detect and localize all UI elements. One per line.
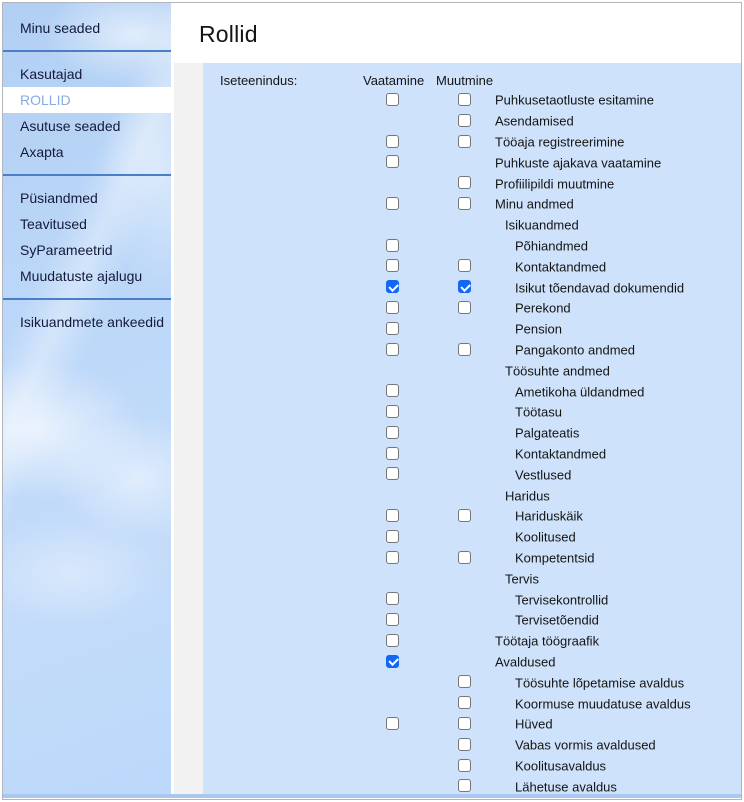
sidebar-item-syparameetrid[interactable]: SyParameetrid <box>20 242 113 258</box>
sidebar-item-axapta[interactable]: Axapta <box>20 144 64 160</box>
permission-label: Töösuhte lõpetamise avaldus <box>515 675 685 691</box>
section-label: Tervis <box>505 571 539 587</box>
permission-row <box>203 756 741 777</box>
permission-row <box>203 672 741 693</box>
permission-label: Ametikoha üldandmed <box>515 384 645 400</box>
sidebar-item-rollid[interactable]: ROLLID <box>3 87 171 113</box>
permission-label: Kompetentsid <box>515 550 595 566</box>
section-label: Töösuhte andmed <box>505 363 610 379</box>
sidebar-item-asutuse-seaded[interactable]: Asutuse seaded <box>20 118 121 134</box>
permission-row <box>203 319 741 340</box>
permission-row <box>203 776 741 794</box>
permission-row <box>203 735 741 756</box>
edit-checkbox[interactable] <box>458 114 471 127</box>
permission-label: Minu andmed <box>495 196 574 212</box>
permission-row <box>203 90 741 111</box>
view-checkbox[interactable] <box>386 634 399 647</box>
page-frame <box>2 2 742 800</box>
view-checkbox[interactable] <box>386 426 399 439</box>
edit-checkbox[interactable] <box>458 135 471 148</box>
view-checkbox[interactable] <box>386 197 399 210</box>
permission-row <box>203 444 741 465</box>
permission-row <box>203 194 741 215</box>
permission-row <box>203 152 741 173</box>
view-checkbox[interactable] <box>386 259 399 272</box>
view-checkbox[interactable] <box>386 93 399 106</box>
permission-row <box>203 236 741 257</box>
permission-label: Tervisekontrollid <box>515 592 609 608</box>
sidebar <box>3 3 171 794</box>
view-checkbox[interactable] <box>386 530 399 543</box>
permission-row <box>203 464 741 485</box>
sidebar-divider <box>3 174 171 176</box>
section-label: Haridus <box>505 488 550 504</box>
edit-checkbox[interactable] <box>458 759 471 772</box>
permission-label: Koormuse muudatuse avaldus <box>515 696 691 711</box>
permission-row <box>203 693 741 714</box>
edit-checkbox[interactable] <box>458 509 471 522</box>
permission-label: Puhkusetaotluste esitamine <box>495 92 654 108</box>
edit-checkbox[interactable] <box>458 717 471 730</box>
sidebar-divider <box>3 50 171 52</box>
permission-label: Kontaktandmed <box>515 446 607 462</box>
edit-checkbox[interactable] <box>458 93 471 106</box>
permission-label: Isikut tõendavad dokumendid <box>515 280 685 296</box>
permission-row <box>203 298 741 319</box>
permission-label: Töötaja töögraafik <box>495 633 600 649</box>
panel-left-margin <box>174 63 203 794</box>
permission-row <box>203 548 741 569</box>
permission-label: Asendamised <box>495 113 574 129</box>
view-checkbox[interactable] <box>386 343 399 356</box>
view-checkbox[interactable] <box>386 592 399 605</box>
sidebar-item-kasutajad[interactable]: Kasutajad <box>20 66 83 82</box>
edit-checkbox[interactable] <box>458 343 471 356</box>
permission-row <box>203 631 741 652</box>
column-header-edit: Muutmine <box>436 73 494 88</box>
view-checkbox[interactable] <box>386 447 399 460</box>
permission-row <box>203 402 741 423</box>
view-checkbox[interactable] <box>386 155 399 168</box>
permission-label: Perekond <box>515 300 571 316</box>
permission-row <box>203 568 741 589</box>
permission-label: Pangakonto andmed <box>515 342 635 358</box>
permission-row <box>203 527 741 548</box>
permission-row <box>203 360 741 381</box>
edit-checkbox[interactable] <box>458 551 471 564</box>
edit-checkbox[interactable] <box>458 259 471 272</box>
edit-checkbox[interactable] <box>458 696 471 709</box>
view-checkbox[interactable] <box>386 280 399 293</box>
permission-label: Vestlused <box>515 467 572 483</box>
view-checkbox[interactable] <box>386 613 399 626</box>
sidebar-item-muudatuste-ajalugu[interactable]: Muudatuste ajalugu <box>20 268 143 284</box>
page-title: Rollid <box>199 21 258 47</box>
permission-row <box>203 652 741 673</box>
permission-label: Koolitused <box>515 529 576 545</box>
permission-label: Pension <box>515 321 562 337</box>
permission-label: Tervisetõendid <box>515 612 599 628</box>
permission-row <box>203 423 741 444</box>
sidebar-divider <box>3 298 171 300</box>
view-checkbox[interactable] <box>386 655 399 668</box>
view-checkbox[interactable] <box>386 322 399 335</box>
column-header-view: Vaatamine <box>363 73 425 88</box>
permission-label: Hüved <box>515 716 553 732</box>
section-label: Isikuandmed <box>505 217 579 233</box>
edit-checkbox[interactable] <box>458 301 471 314</box>
permissions-panel <box>203 63 741 794</box>
permission-rows <box>203 90 741 794</box>
edit-checkbox[interactable] <box>458 280 471 293</box>
view-checkbox[interactable] <box>386 384 399 397</box>
sidebar-item-minu-seaded[interactable]: Minu seaded <box>20 20 101 36</box>
permission-row <box>203 714 741 735</box>
permission-label: Puhkuste ajakava vaatamine <box>495 155 662 171</box>
view-checkbox[interactable] <box>386 301 399 314</box>
permission-label: Palgateatis <box>515 425 580 441</box>
permission-label: Profiilipildi muutmine <box>495 176 615 192</box>
permission-row <box>203 485 741 506</box>
permission-row <box>203 589 741 610</box>
permission-row <box>203 381 741 402</box>
view-checkbox[interactable] <box>386 551 399 564</box>
group-label: Iseteenindus: <box>220 73 298 88</box>
permission-label: Avaldused <box>495 654 556 670</box>
permission-row <box>203 340 741 361</box>
permission-row <box>203 111 741 132</box>
bottom-strip <box>3 794 741 798</box>
view-checkbox[interactable] <box>386 239 399 252</box>
view-checkbox[interactable] <box>386 509 399 522</box>
permission-row <box>203 610 741 631</box>
permission-label: Töötasu <box>515 404 562 420</box>
permission-label: Koolitusavaldus <box>515 758 607 774</box>
sidebar-item-p-siandmed[interactable]: Püsiandmed <box>20 190 98 206</box>
permission-label: Tööaja registreerimine <box>495 134 625 150</box>
sidebar-item-isikuandmete-ankeedid[interactable]: Isikuandmete ankeedid <box>20 314 164 330</box>
sidebar-item-teavitused[interactable]: Teavitused <box>20 216 87 232</box>
permission-label: Kontaktandmed <box>515 259 607 275</box>
permission-row <box>203 256 741 277</box>
permission-label: Põhiandmed <box>515 238 588 254</box>
view-checkbox[interactable] <box>386 467 399 480</box>
permission-label: Hariduskäik <box>515 508 583 524</box>
view-checkbox[interactable] <box>386 405 399 418</box>
permission-row <box>203 506 741 527</box>
permission-row <box>203 215 741 236</box>
permission-label: Lähetuse avaldus <box>515 779 617 794</box>
permission-label: Vabas vormis avaldused <box>515 737 656 753</box>
permission-row <box>203 132 741 153</box>
edit-checkbox[interactable] <box>458 675 471 688</box>
edit-checkbox[interactable] <box>458 197 471 210</box>
permission-row <box>203 173 741 194</box>
edit-checkbox[interactable] <box>458 738 471 751</box>
view-checkbox[interactable] <box>386 717 399 730</box>
edit-checkbox[interactable] <box>458 779 471 792</box>
edit-checkbox[interactable] <box>458 176 471 189</box>
permission-row <box>203 277 741 298</box>
view-checkbox[interactable] <box>386 135 399 148</box>
